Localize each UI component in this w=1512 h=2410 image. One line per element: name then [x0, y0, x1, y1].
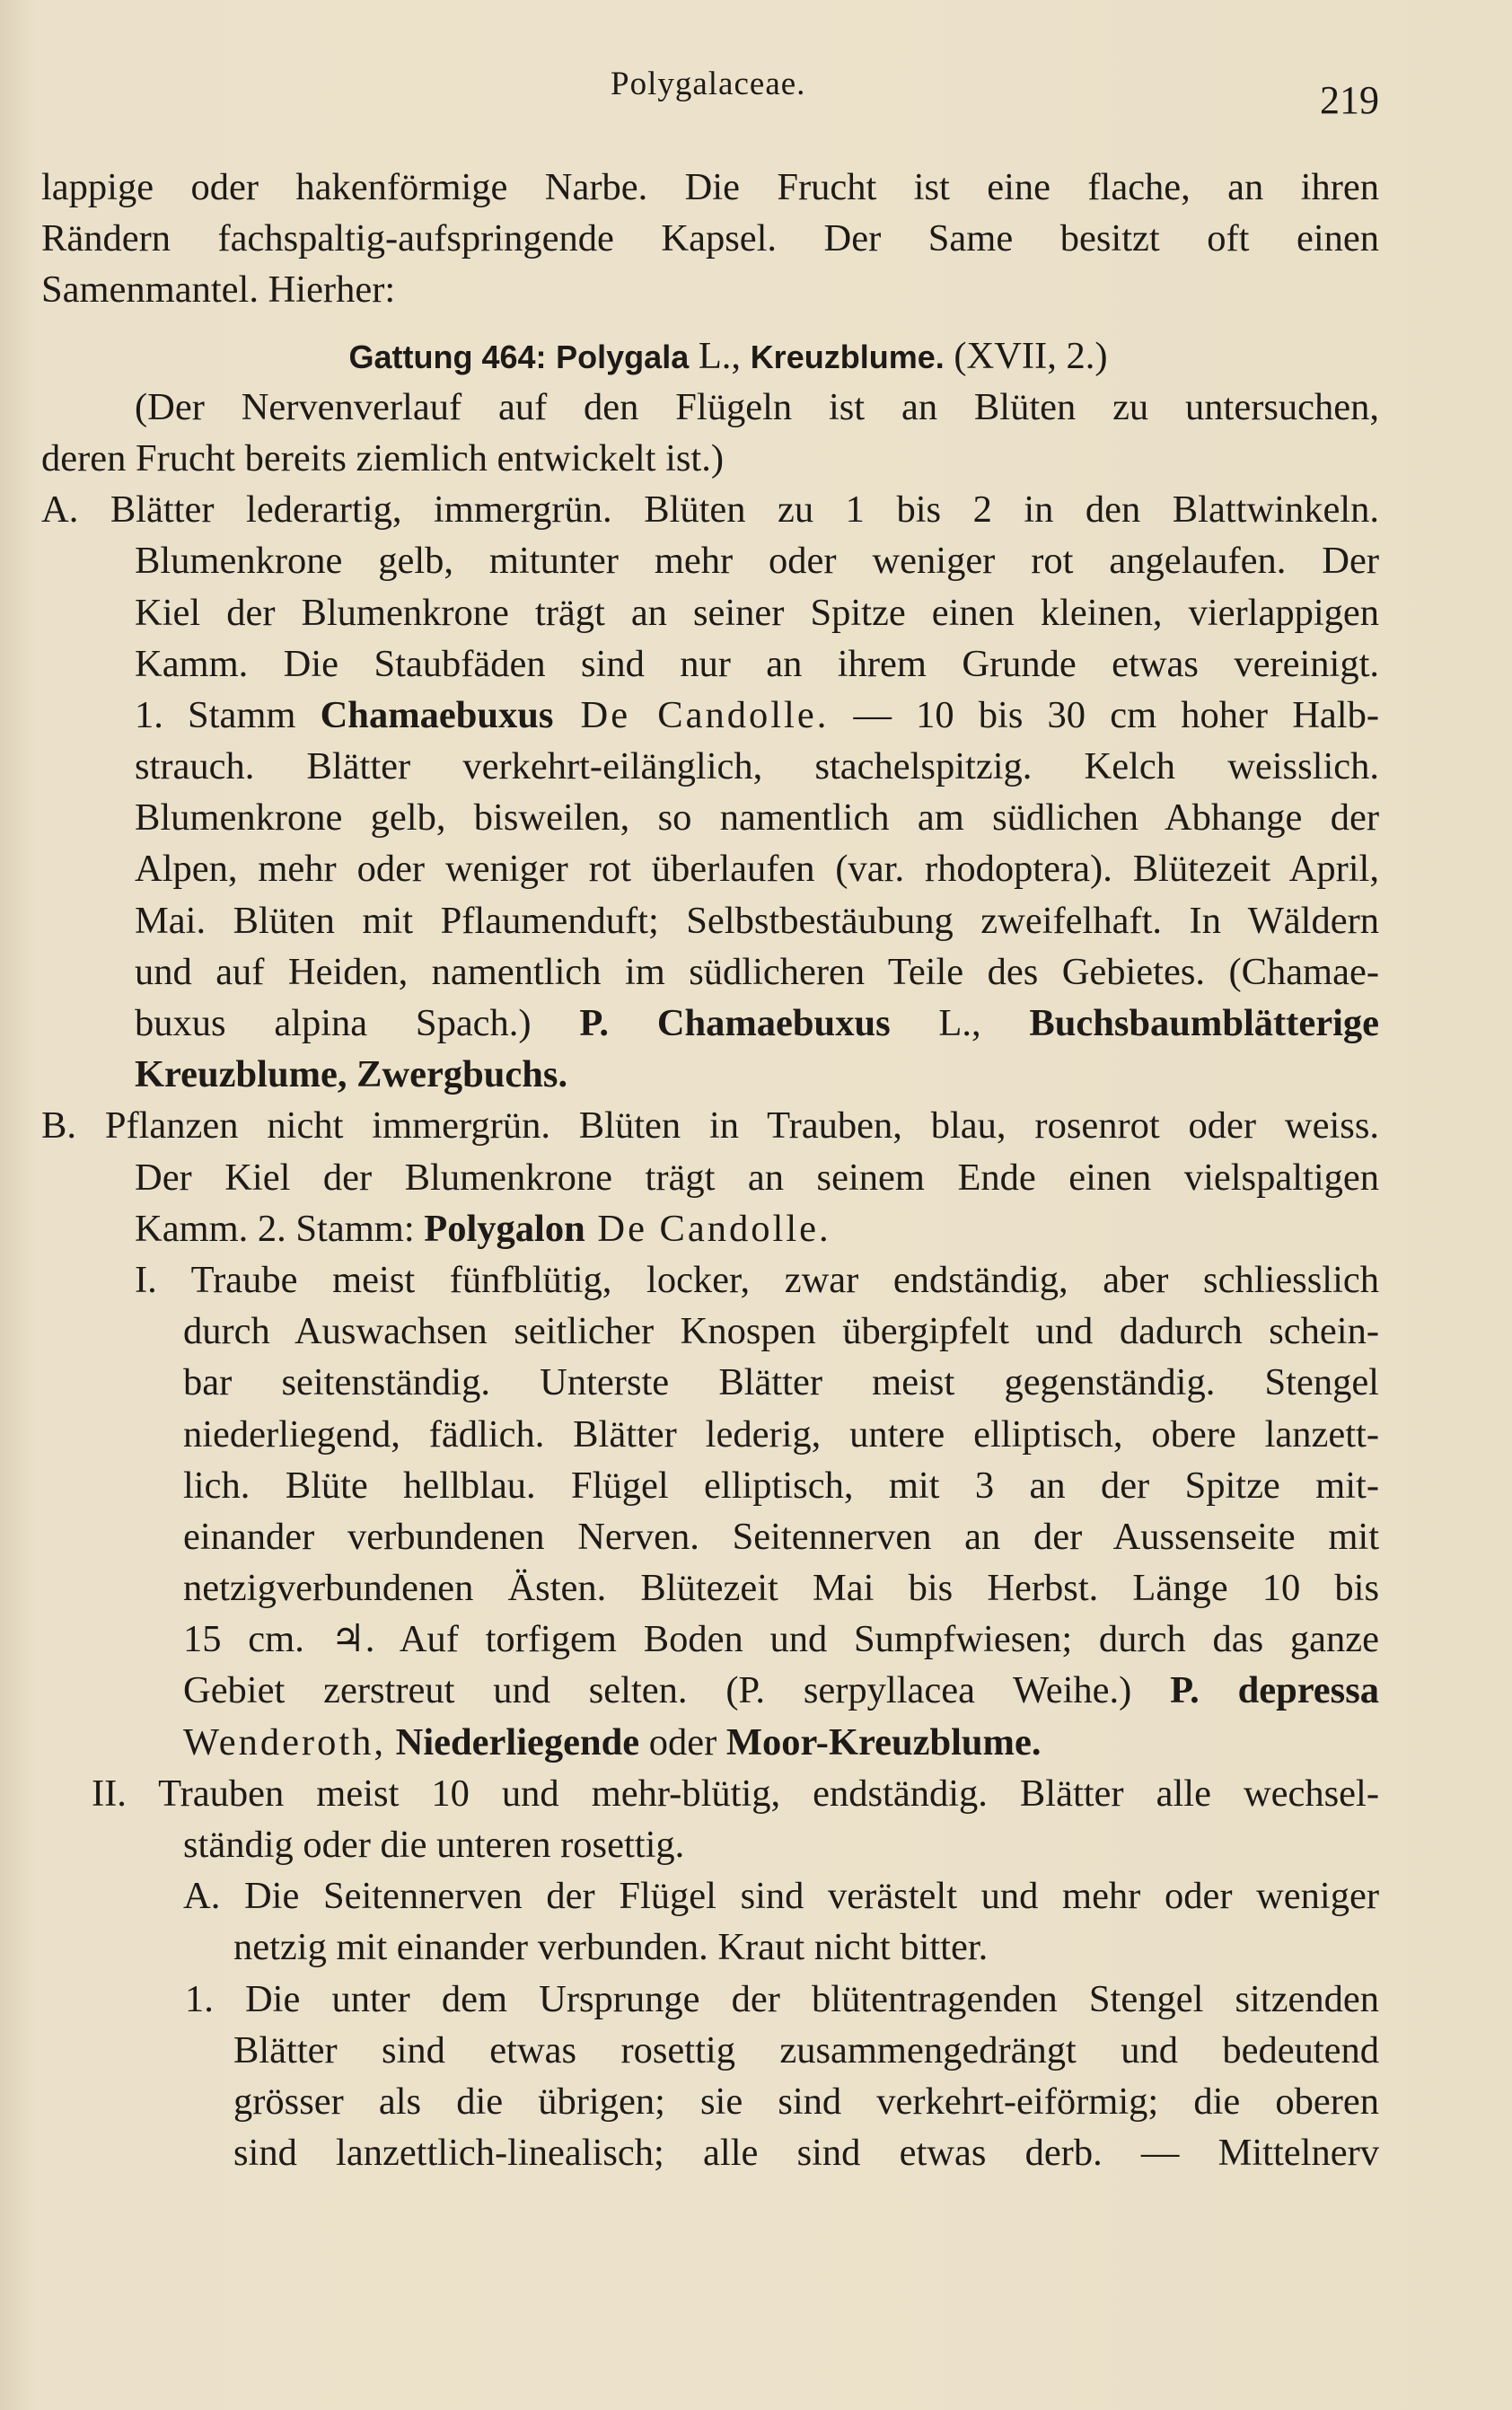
stamm-name: Chamaebuxus — [320, 693, 554, 736]
species-author: Wenderoth, — [183, 1720, 387, 1764]
genus-common-name: Kreuzblume. — [750, 338, 945, 375]
common-name: Kreuzblume, Zwergbuchs. — [135, 1053, 568, 1096]
section-a-heading: A. Blätter lederartig, immergrün. Blüten zu 1 bis 2 in den Blattwinkeln. — [41, 488, 1379, 532]
text-line: bar seitenständig. Unterste Blätter meist gegenständig. Stengel — [183, 1361, 1379, 1404]
text-line: lich. Blüte hellblau. Flügel elliptisch, mit 3 an der Spitze mit- — [183, 1464, 1379, 1507]
section-b-heading: B. Pflanzen nicht immergrün. Blüten in Trauben, blau, rosenrot oder weiss. — [41, 1104, 1379, 1148]
genus-author: L., — [689, 334, 751, 377]
text-line: Der Kiel der Blumenkrone trägt an seinem Ende einen vielspaltigen — [135, 1156, 1379, 1199]
common-name: Moor-Kreuzblume. — [725, 1720, 1042, 1764]
common-name-joiner: oder — [639, 1720, 726, 1764]
species-name: P. depressa — [1170, 1669, 1379, 1712]
text-line: Blätter sind etwas rosettig zusammengedrängt und bedeutend — [233, 2028, 1379, 2071]
item-1-heading: 1. Die unter dem Ursprunge der blütentragenden Stengel sitzenden — [185, 1977, 1379, 2020]
text-line: ständig oder die unteren rosettig. — [183, 1824, 685, 1866]
text-line: Kamm. Die Staubfäden sind nur an ihrem Grunde etwas vereinigt. — [135, 642, 1379, 685]
synonym: Gebiet zerstreut und selten. (P. serpyllacea Weihe.) — [183, 1669, 1171, 1712]
text-line: deren Frucht bereits ziemlich entwickelt ist.) — [41, 436, 725, 479]
stamm-prefix: 1. Stamm — [135, 693, 321, 736]
page-number: 219 — [1320, 78, 1379, 122]
text-line: lappige oder hakenförmige Narbe. Die Frucht ist eine flache, an ihren — [41, 166, 1379, 208]
stamm-rest: — 10 bis 30 cm hoher Halb- — [829, 693, 1379, 736]
sub-a-heading: A. Die Seitennerven der Flügel sind verästelt und mehr oder weniger — [183, 1875, 1379, 1918]
body-text — [41, 162, 1379, 2178]
stamm-name: Polygalon — [424, 1207, 585, 1250]
species-line — [135, 998, 1379, 1049]
species-author: L., — [890, 1002, 1030, 1044]
stamm-author: De Candolle. — [585, 1207, 831, 1250]
species-name: P. Chamaebuxus — [579, 1002, 891, 1044]
text-line: Alpen, mehr oder weniger rot überlaufen (var. rhodoptera). Blütezeit April, — [135, 848, 1379, 891]
text-line: Rändern fachspaltig-aufspringende Kapsel. Der Same besitzt oft einen — [41, 217, 1379, 260]
text-line: strauch. Blätter verkehrt-eilänglich, stachelspitzig. Kelch weisslich. — [135, 745, 1379, 788]
text-line: Blumenkrone gelb, mitunter mehr oder weniger rot angelaufen. Der — [135, 540, 1379, 583]
page-header — [0, 65, 1512, 122]
stamm-author: De Candolle. — [553, 693, 830, 736]
common-name-line — [183, 1717, 1379, 1768]
text-line: und auf Heiden, namentlich im südlicheren Teile des Gebietes. (Chamae- — [135, 950, 1379, 993]
text-line: 15 cm. ♃. Auf torfigem Boden und Sumpfwiesen; durch das ganze — [183, 1618, 1379, 1661]
genus-reference: (XVII, 2.) — [944, 334, 1108, 377]
text-line: grösser als die übrigen; sie sind verkehrt-eiförmig; die oberen — [233, 2080, 1379, 2123]
common-name: Buchsbaumblätterige — [1029, 1002, 1379, 1044]
running-title: Polygalaceae. — [611, 66, 806, 102]
text-line: Blumenkrone gelb, bisweilen, so namentlich am südlichen Abhange der — [135, 796, 1379, 840]
text-line: netzig mit einander verbunden. Kraut nicht bitter. — [233, 1926, 989, 1969]
genus-heading — [41, 330, 1379, 382]
text-line: (Der Nervenverlauf auf den Flügeln ist an Blüten zu untersuchen, — [135, 385, 1379, 428]
genus-name: Polygala — [556, 338, 690, 375]
genus-label: Gattung 464: — [348, 338, 547, 375]
common-name: Niederliegende — [395, 1720, 640, 1764]
common-name-line — [135, 1049, 1379, 1100]
text-line: niederliegend, fädlich. Blätter lederig, untere elliptisch, obere lanzett- — [183, 1412, 1379, 1456]
text-line: netzigverbundenen Ästen. Blütezeit Mai bis Herbst. Länge 10 bis — [183, 1567, 1379, 1610]
text-line: sind lanzettlich-linealisch; alle sind etwas derb. — Mittelnerv — [233, 2132, 1379, 2175]
subsection-i-heading: I. Traube meist fünfblütig, locker, zwar endständig, aber schliesslich — [135, 1258, 1379, 1301]
text-line: durch Auswachsen seitlicher Knospen übergipfelt und dadurch schein- — [183, 1310, 1379, 1353]
stamm-prefix: Kamm. 2. Stamm: — [135, 1207, 425, 1250]
text-line: einander verbundenen Nerven. Seitennerven an der Aussenseite mit — [183, 1515, 1379, 1558]
stamm-line — [135, 690, 1379, 741]
species-line — [183, 1665, 1379, 1716]
subsection-ii-heading: II. Trauben meist 10 und mehr-blütig, endständig. Blätter alle wechsel- — [92, 1772, 1379, 1815]
synonym: buxus alpina Spach.) — [135, 1002, 580, 1044]
stamm-line — [135, 1203, 1379, 1254]
text-line: Samenmantel. Hierher: — [41, 268, 396, 312]
text-line: Kiel der Blumenkrone trägt an seiner Spitze einen kleinen, vierlappigen — [135, 591, 1379, 634]
text-line: Mai. Blüten mit Pflaumenduft; Selbstbestäubung zweifelhaft. In Wäldern — [135, 899, 1379, 942]
